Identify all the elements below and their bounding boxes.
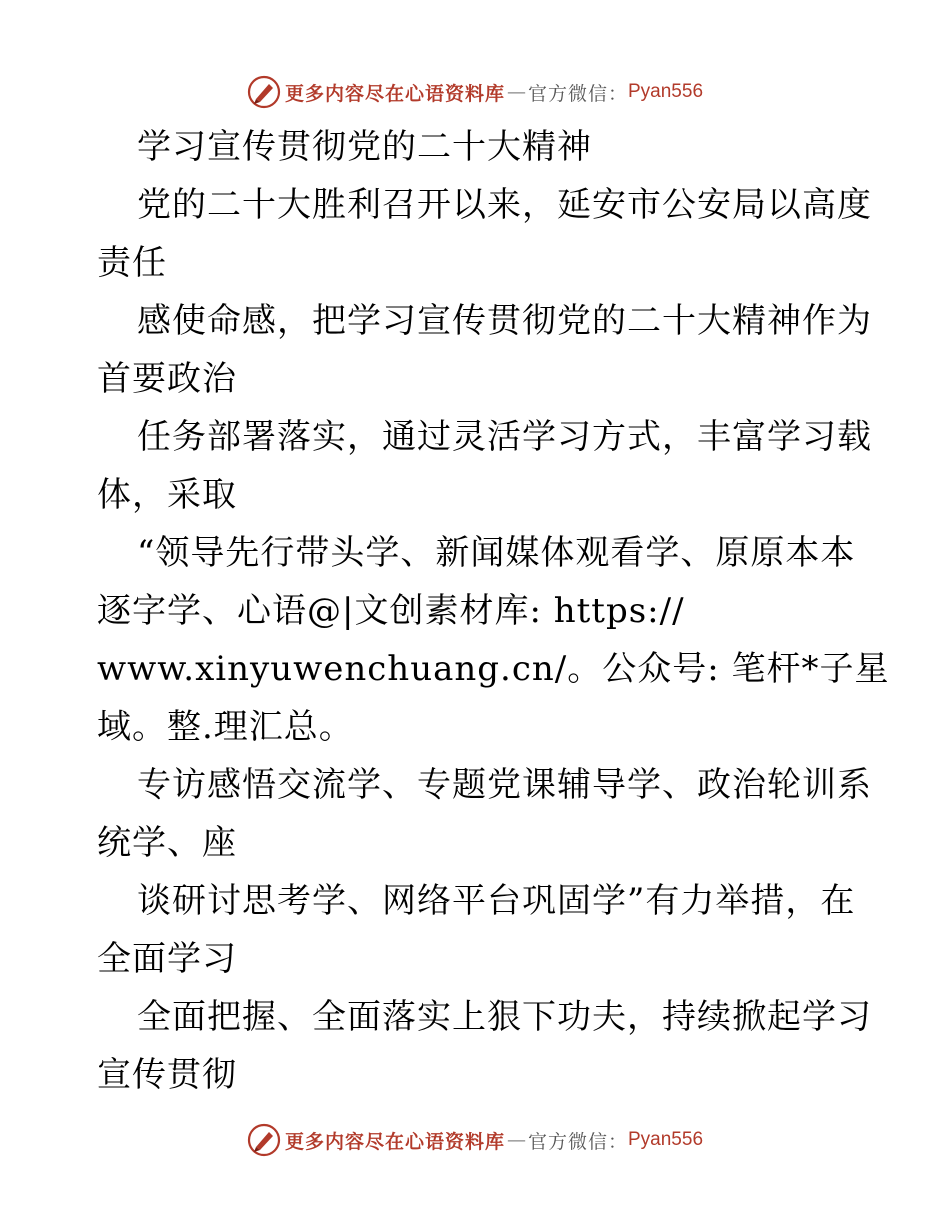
- paragraph-line: 域。整.理汇总。: [97, 707, 354, 747]
- watermark-brand-text: 更多内容尽在心语资料库: [284, 1130, 505, 1153]
- paragraph-line: 逐字学、心语@|文创素材库: https://: [97, 591, 685, 631]
- paragraph-line: 责任: [97, 243, 167, 283]
- watermark-brand-text: 更多内容尽在心语资料库: [284, 82, 505, 105]
- watermark-separator: —: [506, 1129, 526, 1151]
- document-title: 学习宣传贯彻党的二十大精神: [137, 127, 592, 167]
- paragraph-line: 全面把握、全面落实上狠下功夫，持续掀起学习: [137, 997, 872, 1037]
- paragraph-line: 首要政治: [97, 359, 237, 399]
- header-watermark: [0, 72, 950, 112]
- paragraph-line: “领导先行带头学、新闻媒体观看学、原原本本: [137, 533, 856, 573]
- paragraph-line-url: www.xinyuwenchuang.cn/。公众号: 笔杆*子星: [97, 649, 890, 689]
- pen-logo-icon: [247, 1123, 281, 1157]
- paragraph-line: 党的二十大胜利召开以来，延安市公安局以高度: [137, 185, 872, 225]
- watermark-wechat-id: Pyan556: [628, 81, 704, 102]
- watermark-separator: —: [506, 81, 526, 103]
- paragraph-line: 谈研讨思考学、网络平台巩固学”有力举措，在: [137, 881, 856, 921]
- paragraph-line: 任务部署落实，通过灵活学习方式，丰富学习载: [137, 417, 872, 457]
- watermark-wechat-id: Pyan556: [628, 1129, 704, 1150]
- paragraph-line: 统学、座: [97, 823, 237, 863]
- paragraph-line: 专访感悟交流学、专题党课辅导学、政治轮训系: [137, 765, 872, 805]
- footer-watermark: [0, 1120, 950, 1160]
- paragraph-line: 感使命感，把学习宣传贯彻党的二十大精神作为: [137, 301, 872, 341]
- paragraph-line: 体，采取: [97, 475, 237, 515]
- paragraph-line: 宣传贯彻: [97, 1055, 237, 1095]
- pen-logo-icon: [247, 75, 281, 109]
- paragraph-line: 全面学习: [97, 939, 237, 979]
- watermark-official-label: 官方微信：: [527, 82, 628, 105]
- watermark-official-label: 官方微信：: [527, 1130, 628, 1153]
- document-body: [97, 118, 890, 1104]
